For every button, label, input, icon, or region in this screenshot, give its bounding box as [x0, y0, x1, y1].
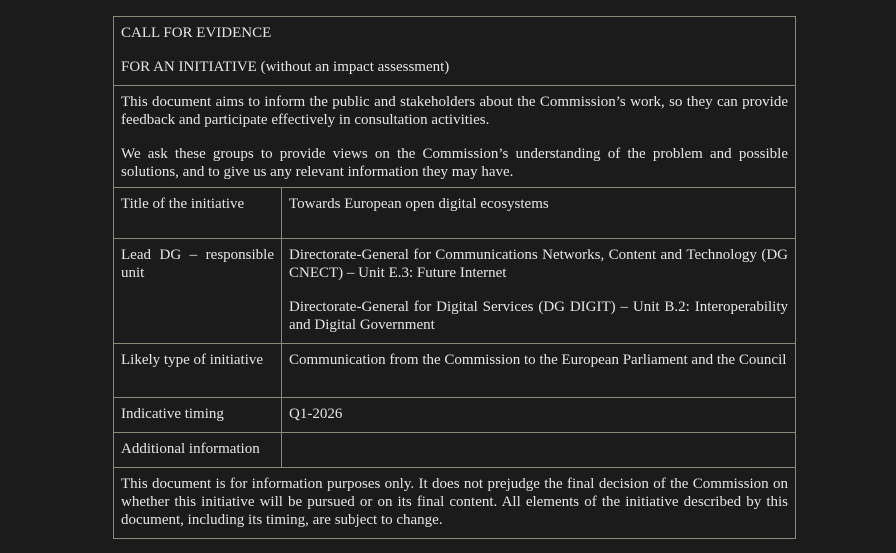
table-row	[114, 344, 796, 398]
header-cell	[114, 17, 796, 86]
timing-value: Q1-2026	[282, 398, 796, 433]
intro-row	[114, 86, 796, 188]
lead-dg-value-2: Directorate-General for Digital Services (DG DIGIT) – Unit B.2: Interoperability and Digital Government	[289, 299, 788, 333]
additional-info-value	[282, 433, 796, 468]
disclaimer-text: This document is for information purposes only. It does not prejudge the final decision of the Commission on whether this initiative will be pursued or on its final content. All elements of the initiative described by this document, including its timing, are subject to change.	[114, 468, 796, 539]
intro-paragraph-1: This document aims to inform the public and stakeholders about the Commission’s work, so they can provide feedback and participate effectively in consultation activities.	[121, 94, 788, 128]
title-value: Towards European open digital ecosystems	[282, 188, 796, 239]
additional-info-label: Additional information	[114, 433, 282, 468]
table-row	[114, 433, 796, 468]
table-row	[114, 398, 796, 433]
title-label: Title of the initiative	[114, 188, 282, 239]
intro-paragraph-2: We ask these groups to provide views on the Commission’s understanding of the problem and possible solutions, and to give us any relevant information they may have.	[121, 146, 788, 180]
initiative-type-value: Communication from the Commission to the European Parliament and the Council	[282, 344, 796, 398]
lead-dg-value-cell	[282, 239, 796, 344]
header-row	[114, 17, 796, 86]
footer-row	[114, 468, 796, 539]
lead-dg-value-1: Directorate-General for Communications Networks, Content and Technology (DG CNECT) – Unit E.3: Future Internet	[289, 247, 788, 281]
document-type-subtitle: FOR AN INITIATIVE (without an impact assessment)	[121, 59, 450, 75]
call-for-evidence-table	[113, 16, 796, 539]
initiative-type-label: Likely type of initiative	[114, 344, 282, 398]
document-type-title: CALL FOR EVIDENCE	[121, 25, 272, 41]
lead-dg-label: Lead DG – responsible unit	[114, 239, 282, 344]
timing-label: Indicative timing	[114, 398, 282, 433]
intro-cell	[114, 86, 796, 188]
table-row	[114, 239, 796, 344]
table-row	[114, 188, 796, 239]
